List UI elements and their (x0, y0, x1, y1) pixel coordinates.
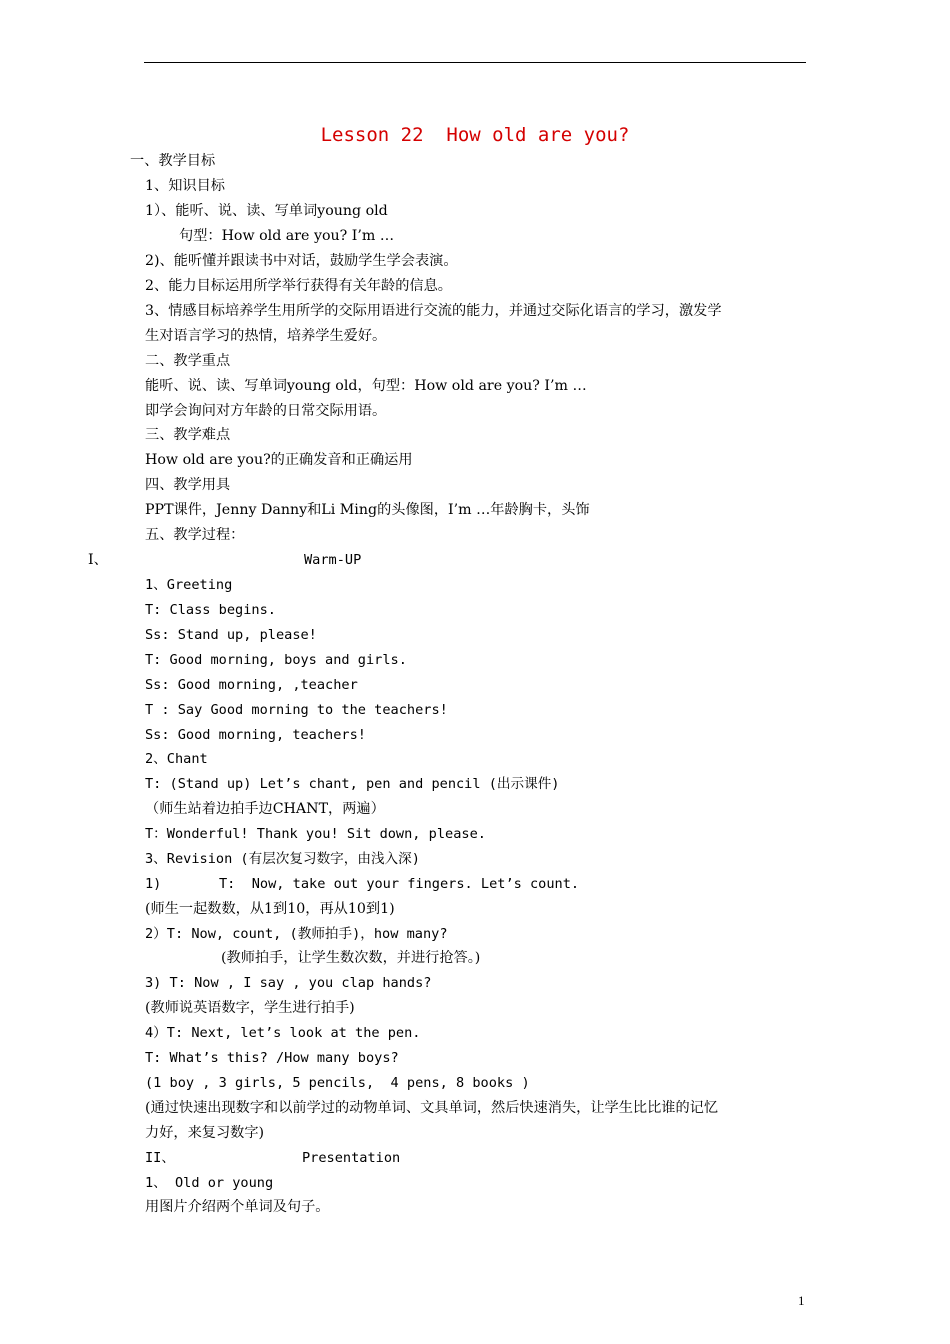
text-line: 2、Chant (145, 751, 208, 767)
text-line: Ss: Good morning, ,teacher (145, 677, 358, 693)
text-line: 1、 Old or young (145, 1175, 274, 1191)
text-line: T：Wonderful! Thank you! Sit down, please. (145, 826, 486, 842)
text-line: 3、情感目标培养学生用所学的交际用语进行交流的能力，并通过交际化语言的学习，激发学 (145, 303, 722, 319)
section-heading: Warm-UP (304, 552, 362, 568)
text-line: PPT课件，Jenny Danny和Li Ming的头像图，I’m …年龄胸卡，头饰 (145, 502, 590, 518)
text-line: T: What’s this? /How many boys? (145, 1050, 399, 1066)
page-number: 1 (798, 1293, 805, 1308)
text-line: 生对语言学习的热情，培养学生爱好。 (145, 328, 387, 344)
text-line: 三、教学难点 (145, 427, 231, 443)
text-line: 1）、能听、说、读、写单词young old (145, 203, 388, 219)
text-line: 3、Revision (有层次复习数字，由浅入深) (145, 851, 420, 867)
text-line: 2)、能听懂并跟读书中对话，鼓励学生学会表演。 (145, 253, 458, 269)
text-line: （师生站着边拍手边CHANT，两遍） (145, 801, 385, 817)
text-line: 1、知识目标 (145, 178, 225, 194)
text-line: 1) (145, 876, 162, 892)
text-line: (教师拍手，让学生数次数，并进行抢答。) (221, 950, 481, 966)
text-line: T: Class begins. (145, 602, 276, 618)
text-line: How old are you?的正确发音和正确运用 (145, 452, 413, 468)
text-line: 五、教学过程： (145, 527, 245, 543)
text-line: 用图片介绍两个单词及句子。 (145, 1199, 330, 1215)
text-line: Ss: Good morning, teachers! (145, 727, 366, 743)
text-line: T: (Stand up) Let’s chant, pen and pencil (出示课件) (145, 776, 560, 792)
text-line: 一、教学目标 (130, 153, 216, 169)
text-line: 四、教学用具 (145, 477, 231, 493)
text-line: (教师说英语数字，学生进行拍手) (145, 1000, 355, 1016)
text-line: 二、教学重点 (145, 353, 231, 369)
text-line: 1、Greeting (145, 577, 233, 593)
text-line: (1 boy , 3 girls, 5 pencils, 4 pens, 8 books ) (145, 1075, 530, 1091)
page-title: Lesson 22 How old are you? (320, 124, 630, 146)
header-rule (144, 62, 806, 63)
section-heading: Presentation (302, 1150, 401, 1166)
text-line: T: Now, take out your fingers. Let’s count. (219, 876, 580, 892)
text-line: (通过快速出现数字和以前学过的动物单词、文具单词，然后快速消失，让学生比比谁的记忆 (145, 1100, 719, 1116)
text-line: Ss: Stand up, please! (145, 627, 317, 643)
text-line: 即学会询问对方年龄的日常交际用语。 (145, 403, 387, 419)
text-line: 3) T: Now , I say , you clap hands? (145, 975, 432, 991)
text-line: 力好，来复习数字) (145, 1125, 265, 1141)
section-number: II、 (145, 1150, 175, 1166)
text-line: 2）T: Now, count, (教师拍手)，how many? (145, 926, 448, 942)
text-line: (师生一起数数，从1到10，再从10到1) (145, 901, 395, 917)
text-line: 4）T: Next, let’s look at the pen. (145, 1025, 421, 1041)
text-line: T : Say Good morning to the teachers! (145, 702, 448, 718)
text-line: 能听、说、读、写单词young old，句型：How old are you? I’m … (145, 378, 587, 394)
text-line: T: Good morning, boys and girls. (145, 652, 407, 668)
text-line: 句型：How old are you? I’m … (179, 228, 395, 244)
text-line: 2、能力目标运用所学举行获得有关年龄的信息。 (145, 278, 452, 294)
section-number: I、 (88, 552, 108, 568)
